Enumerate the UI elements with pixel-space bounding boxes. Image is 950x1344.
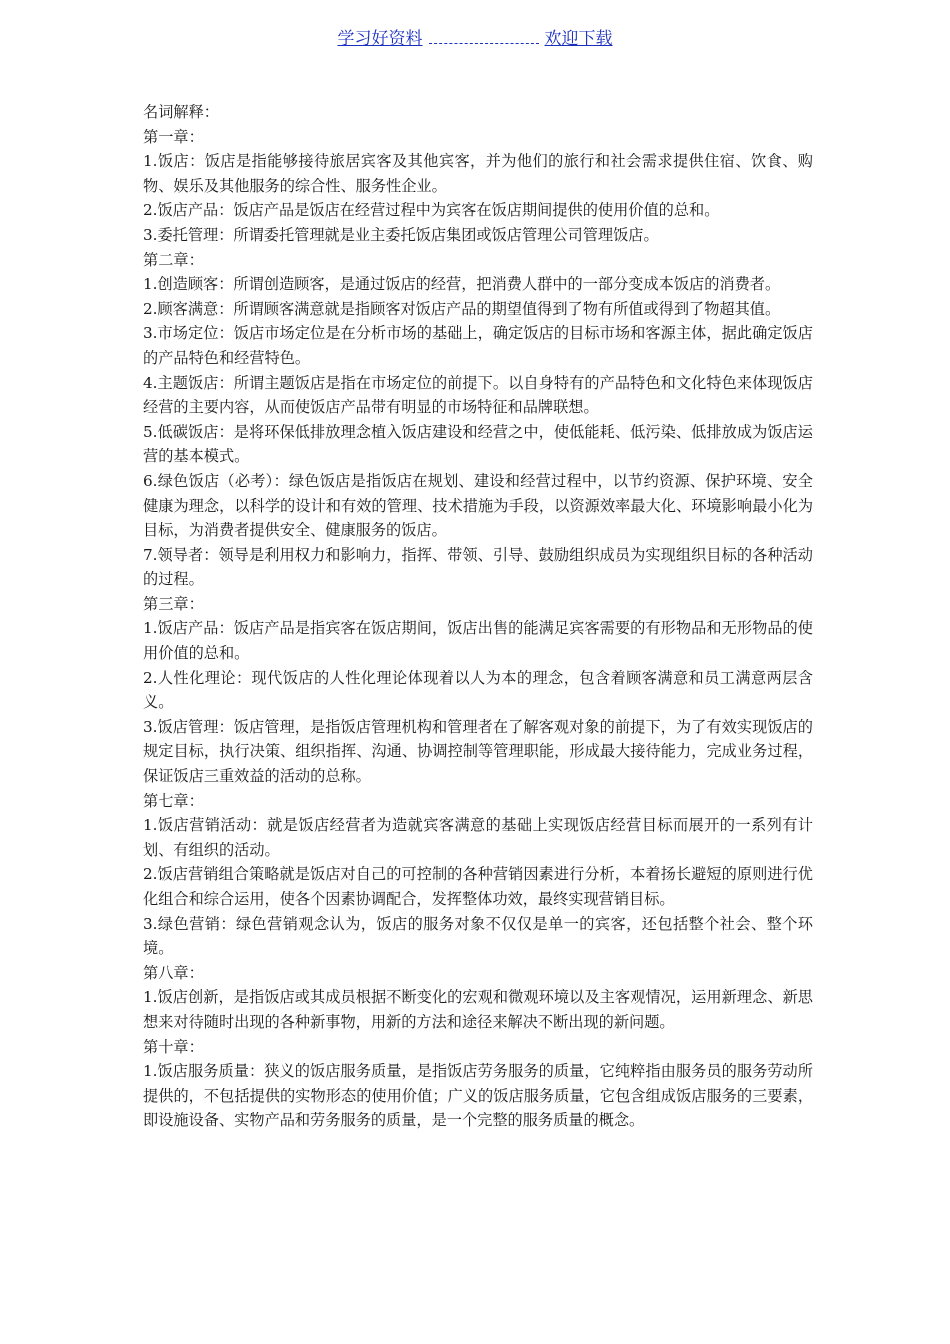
chapter-heading: 第一章： xyxy=(143,127,204,146)
chapter-heading: 第七章： xyxy=(143,791,204,810)
definition-item: 1.饭店创新，是指饭店或其成员根据不断变化的宏观和微观环境以及主客观情况，运用新理念、新思想来对待随时出现的各种新事物，用新的方法和途径来解决不断出现的新问题。 xyxy=(143,988,813,1031)
definition-item: 2.人性化理论：现代饭店的人性化理论体现着以人为本的理念，包含着顾客满意和员工满意两层含义。 xyxy=(143,668,813,712)
header-right-text: 欢迎下载 xyxy=(544,29,613,49)
definition-item: 2.顾客满意：所谓顾客满意就是指顾客对饭店产品的期望值得到了物有所值或得到了物超其值。 xyxy=(143,299,781,318)
definition-item: 1.饭店：饭店是指能够接待旅居宾客及其他宾客，并为他们的旅行和社会需求提供住宿、饮食、购物、娱乐及其他服务的综合性、服务性企业。 xyxy=(143,152,813,195)
definition-item: 1.饭店产品：饭店产品是指宾客在饭店期间，饭店出售的能满足宾客需要的有形物品和无形物品的使用价值的总和。 xyxy=(143,619,813,663)
header-left-text: 学习好资料 xyxy=(337,29,423,49)
definition-item: 1.饭店服务质量：狭义的饭店服务质量，是指饭店劳务服务的质量，它纯粹指由服务员的服务劳动所提供的，不包括提供的实物形态的使用价值；广义的饭店服务质量，它包含组成饭店服务的三要素，即设施设备、实物产品和劳务服务的质量，是一个完整的服务质量的概念。 xyxy=(143,1062,813,1130)
definition-item: 3.绿色营销：绿色营销观念认为，饭店的服务对象不仅仅是单一的宾客，还包括整个社会、整个环境。 xyxy=(143,914,813,958)
chapter-heading: 第八章： xyxy=(143,963,204,982)
document-title: 名词解释： xyxy=(143,103,219,121)
definition-item: 5.低碳饭店：是将环保低排放理念植入饭店建设和经营之中，使低能耗、低污染、低排放成为饭店运营的基本模式。 xyxy=(143,422,813,466)
definition-item: 3.饭店管理：饭店管理，是指饭店管理机构和管理者在了解客观对象的前提下，为了有效实现饭店的规定目标，执行决策、组织指挥、沟通、协调控制等管理职能，形成最大接待能力，完成业务过程，保证饭店三重效益的活动的总称。 xyxy=(143,717,813,786)
definition-item: 1.创造顾客：所谓创造顾客，是通过饭店的经营，把消费人群中的一部分变成本饭店的消费者。 xyxy=(143,275,781,294)
header-dashed-rule xyxy=(429,31,539,44)
chapter-heading: 第二章： xyxy=(143,250,204,269)
definition-item: 6.绿色饭店（必考）：绿色饭店是指饭店在规划、建设和经营过程中，以节约资源、保护环境、安全健康为理念，以科学的设计和有效的管理、技术措施为手段，以资源效率最大化、环境影响最小化为目标，为消费者提供安全、健康服务的饭店。 xyxy=(143,471,813,540)
definition-item: 2.饭店营销组合策略就是饭店对自己的可控制的各种营销因素进行分析，本着扬长避短的原则进行优化组合和综合运用，使各个因素协调配合，发挥整体功效，最终实现营销目标。 xyxy=(143,865,813,908)
definition-item: 7.领导者：领导是利用权力和影响力，指挥、带领、引导、鼓励组织成员为实现组织目标的各种活动的过程。 xyxy=(143,545,813,589)
chapter-heading: 第三章： xyxy=(143,594,204,613)
document-body xyxy=(143,100,813,1133)
definition-item: 4.主题饭店：所谓主题饭店是指在市场定位的前提下。以自身特有的产品特色和文化特色来体现饭店经营的主要内容，从而使饭店产品带有明显的市场特征和品牌联想。 xyxy=(143,373,813,417)
definition-item: 2.饭店产品：饭店产品是饭店在经营过程中为宾客在饭店期间提供的使用价值的总和。 xyxy=(143,201,720,220)
definition-item: 3.市场定位：饭店市场定位是在分析市场的基础上，确定饭店的目标市场和客源主体，据此确定饭店的产品特色和经营特色。 xyxy=(143,324,813,367)
chapter-heading: 第十章： xyxy=(143,1037,204,1056)
page-header xyxy=(0,24,950,49)
definition-item: 1.饭店营销活动：就是饭店经营者为造就宾客满意的基础上实现饭店经营目标而展开的一系列有计划、有组织的活动。 xyxy=(143,816,813,859)
definition-item: 3.委托管理：所谓委托管理就是业主委托饭店集团或饭店管理公司管理饭店。 xyxy=(143,225,659,244)
